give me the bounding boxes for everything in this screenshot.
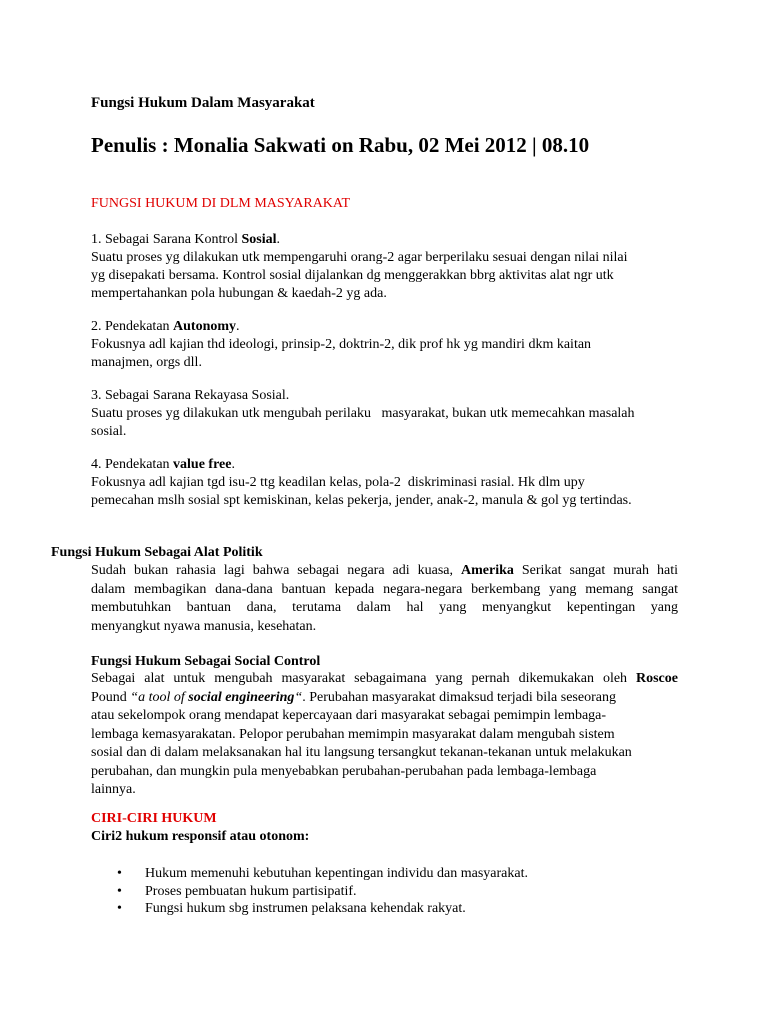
item3-line: sosial. xyxy=(91,424,127,439)
item1-line: yg disepakati bersama. Kontrol sosial dijalankan dg menggerakkan bbrg aktivitas alat ngr utk xyxy=(91,268,614,283)
bullet-icon: • xyxy=(117,866,122,881)
item2-heading: 2. Pendekatan Autonomy. xyxy=(91,319,240,334)
item4-heading: 4. Pendekatan value free. xyxy=(91,457,235,472)
paragraph-line: perubahan, dan mungkin pula menyebabkan perubahan-perubahan pada lembaga-lembaga xyxy=(91,763,597,779)
item4-line: pemecahan mslh sosial spt kemiskinan, kelas pekerja, jender, anak-2, manula & gol yg tertindas. xyxy=(91,493,632,508)
paragraph-line: Pound “a tool of social engineering“. Perubahan masyarakat dimaksud terjadi bila seseorang xyxy=(91,689,616,705)
item1-line: Suatu proses yg dilakukan utk mempengaruhi orang-2 agar berperilaku sesuai dengan nilai nilai xyxy=(91,250,628,265)
list-item: • Hukum memenuhi kebutuhan kepentingan individu dan masyarakat. xyxy=(117,866,528,881)
ciri-subheading: Ciri2 hukum responsif atau otonom: xyxy=(91,829,310,844)
paragraph-line: dalam membagikan dana-dana bantuan kepada negara-negara berkembang yang memang sangat xyxy=(91,581,678,597)
item4-line: Fokusnya adl kajian tgd isu-2 ttg keadilan kelas, pola-2 diskriminasi rasial. Hk dlm upy xyxy=(91,475,585,490)
politik-paragraph xyxy=(91,562,678,636)
paragraph-line: sosial dan di dalam melaksanakan hal itu langsung tersangkut tekanan-tekanan untuk melakukan xyxy=(91,745,632,760)
paragraph-line: lainnya. xyxy=(91,782,136,797)
list-item: • Proses pembuatan hukum partisipatif. xyxy=(117,883,357,899)
item2-line: manajmen, orgs dll. xyxy=(91,355,202,370)
bullet-icon: • xyxy=(117,883,122,899)
politik-heading: Fungsi Hukum Sebagai Alat Politik xyxy=(51,545,263,560)
social-control-heading: Fungsi Hukum Sebagai Social Control xyxy=(91,654,321,669)
section-heading-fungsi: FUNGSI HUKUM DI DLM MASYARAKAT xyxy=(91,196,351,211)
item1-line: mempertahankan pola hubungan & kaedah-2 yg ada. xyxy=(91,286,387,301)
ciri-bullet-list xyxy=(117,865,677,918)
paragraph-line: Sudah bukan rahasia lagi bahwa sebagai negara adi kuasa, Amerika Serikat sangat murah hati xyxy=(91,563,678,578)
author-line: Penulis : Monalia Sakwati on Rabu, 02 Mei 2012 | 08.10 xyxy=(91,133,590,157)
item1-heading: 1. Sebagai Sarana Kontrol Sosial. xyxy=(91,232,280,247)
paragraph-line: menyangkut nyawa manusia, kesehatan. xyxy=(91,618,317,634)
paragraph-line: membutuhkan bantuan dana, terutama dalam hal yang menyangkut kepentingan yang xyxy=(91,600,678,615)
item3-line: Suatu proses yg dilakukan utk mengubah perilaku masyarakat, bukan utk memecahkan masalah xyxy=(91,406,635,421)
list-item: • Fungsi hukum sbg instrumen pelaksana kehendak rakyat. xyxy=(117,901,466,916)
item2-line: Fokusnya adl kajian thd ideologi, prinsip-2, doktrin-2, dik prof hk yg mandiri dkm kaitan xyxy=(91,337,592,352)
doc-title: Fungsi Hukum Dalam Masyarakat xyxy=(91,95,315,111)
social-control-paragraph xyxy=(91,670,678,800)
paragraph-line: lembaga kemasyarakatan. Pelopor perubahan memimpin masyarakat dalam mengubah sistem xyxy=(91,726,615,742)
ciri-heading: CIRI-CIRI HUKUM xyxy=(91,811,217,826)
bullet-icon: • xyxy=(117,901,122,916)
paragraph-line: atau sekelompok orang mendapat kepercayaan dari masyarakat sebagai pemimpin lembaga- xyxy=(91,708,607,723)
paragraph-line: Sebagai alat untuk mengubah masyarakat sebagaimana yang pernah dikemukakan oleh Roscoe xyxy=(91,671,678,686)
item3-heading: 3. Sebagai Sarana Rekayasa Sosial. xyxy=(91,388,290,403)
